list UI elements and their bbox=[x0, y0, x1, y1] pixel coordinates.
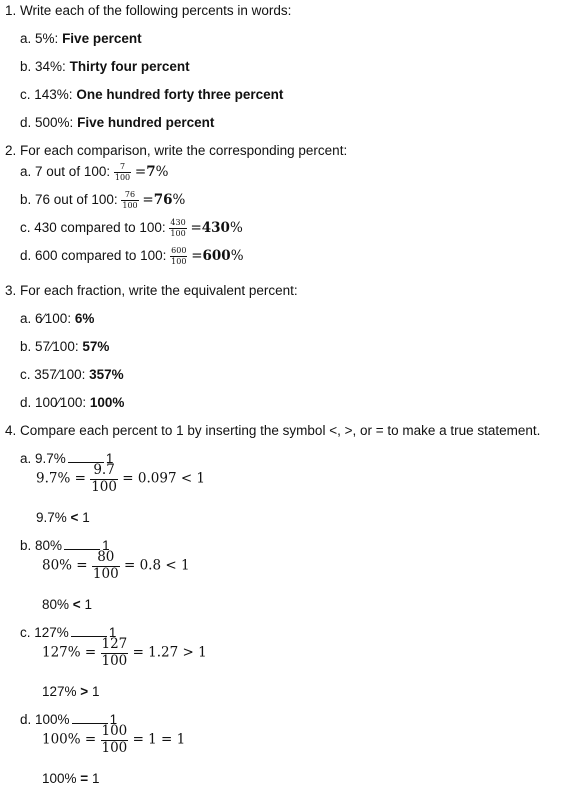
question-number: 3. bbox=[5, 283, 17, 298]
result: 7 bbox=[146, 164, 156, 181]
fraction: $\frac{600}{100}$ bbox=[171, 246, 187, 266]
q2-item-d: d. 600 compared to 100: $\frac{600}{100}$ =600% bbox=[20, 246, 244, 266]
item-label: c. bbox=[20, 220, 31, 236]
q4-item-d-equation: 100% = $\frac{100}{100}$ = 1 = 1 bbox=[42, 723, 186, 756]
q1-item-c bbox=[20, 87, 283, 102]
item-label: c. bbox=[20, 625, 31, 640]
q2-item-b: b. 76 out of 100: $\frac{76}{100}$ =76% bbox=[20, 190, 186, 210]
q1-item-a bbox=[20, 31, 142, 46]
question-3 bbox=[5, 283, 298, 298]
item-value: 357⁄100: bbox=[34, 367, 86, 382]
q1-item-d bbox=[20, 115, 214, 130]
item-text: 430 compared to 100: bbox=[34, 220, 166, 236]
item-label: a. bbox=[20, 451, 32, 466]
item-label: a. bbox=[20, 311, 32, 326]
item-value: 57⁄100: bbox=[35, 339, 79, 354]
result: 430 bbox=[201, 220, 230, 237]
item-label: b. bbox=[20, 192, 32, 208]
answer-blank bbox=[64, 538, 100, 550]
q4-item-b-prompt: b. 80% 1 bbox=[20, 538, 110, 553]
item-label: d. bbox=[20, 395, 32, 410]
q3-item-c bbox=[20, 367, 124, 382]
q3-item-a bbox=[20, 311, 94, 326]
item-value: 143%: bbox=[34, 87, 73, 102]
item-text: 76 out of 100: bbox=[35, 192, 118, 208]
item-value: 500%: bbox=[35, 115, 74, 130]
q2-item-a: a. 7 out of 100: $\frac{7}{100}$ =7% bbox=[20, 162, 169, 182]
q2-item-c: c. 430 compared to 100: $\frac{430}{100}$ =430% bbox=[20, 218, 243, 238]
item-answer: 357% bbox=[89, 367, 124, 382]
item-value: 6⁄100: bbox=[35, 311, 72, 326]
item-answer: 100% bbox=[89, 395, 125, 410]
item-label: a. bbox=[20, 31, 32, 46]
item-text: 600 compared to 100: bbox=[35, 248, 167, 264]
item-label: b. bbox=[20, 538, 32, 553]
q4-item-a-prompt: a. 9.7% 1 bbox=[20, 451, 114, 466]
question-text: Compare each percent to 1 by inserting the symbol <, >, or = to make a true statement. bbox=[20, 423, 541, 438]
item-answer: Thirty four percent bbox=[69, 59, 190, 74]
fraction: $\frac{430}{100}$ bbox=[170, 218, 186, 238]
fraction: $\frac{9.7}{100}$ bbox=[91, 462, 117, 495]
fraction: $\frac{127}{100}$ bbox=[101, 636, 128, 669]
item-value: 34%: bbox=[35, 59, 66, 74]
item-label: c. bbox=[20, 367, 31, 382]
item-label: b. bbox=[20, 339, 32, 354]
q4-item-b-equation: 80% = $\frac{80}{100}$ = 0.8 < 1 bbox=[42, 549, 190, 582]
fraction: $\frac{80}{100}$ bbox=[92, 549, 119, 582]
q1-item-b bbox=[20, 59, 190, 74]
question-number: 1. bbox=[5, 3, 17, 18]
item-label: d. bbox=[20, 115, 32, 130]
item-text: 7 out of 100: bbox=[35, 164, 111, 180]
result: 76 bbox=[153, 192, 173, 209]
question-text: For each comparison, write the corresponding percent: bbox=[20, 143, 348, 158]
item-label: b. bbox=[20, 59, 32, 74]
item-answer: Five hundred percent bbox=[77, 115, 215, 130]
item-answer: 57% bbox=[82, 339, 110, 354]
q4-item-a-answer: 9.7% < 1 bbox=[36, 510, 90, 525]
fraction: $\frac{76}{100}$ bbox=[122, 190, 138, 210]
item-percent: 100% bbox=[35, 712, 70, 727]
item-answer: 6% bbox=[74, 311, 95, 326]
item-label: a. bbox=[20, 164, 32, 180]
item-answer: One hundred forty three percent bbox=[76, 87, 284, 102]
fraction: $\frac{7}{100}$ bbox=[114, 162, 131, 182]
item-answer: Five percent bbox=[62, 31, 142, 46]
question-text: Write each of the following percents in words: bbox=[20, 3, 292, 18]
q3-item-b bbox=[20, 339, 109, 354]
q4-item-c-answer: 127% > 1 bbox=[42, 684, 100, 699]
q4-item-c-equation: 127% = $\frac{127}{100}$ = 1.27 > 1 bbox=[42, 636, 207, 669]
result: 600 bbox=[202, 248, 231, 265]
item-label: c. bbox=[20, 87, 31, 102]
q4-item-d-answer: 100% = 1 bbox=[42, 771, 100, 786]
q4-item-a-equation: 9.7% = $\frac{9.7}{100}$ = 0.097 < 1 bbox=[36, 462, 206, 495]
question-4 bbox=[5, 423, 540, 438]
item-value: 100⁄100: bbox=[35, 395, 87, 410]
item-label: d. bbox=[20, 248, 32, 264]
item-percent: 9.7% bbox=[35, 451, 66, 466]
item-value: 5%: bbox=[35, 31, 59, 46]
item-percent: 127% bbox=[34, 625, 69, 640]
q4-item-c-prompt: c. 127% 1 bbox=[20, 625, 117, 640]
question-1 bbox=[5, 3, 291, 18]
item-percent: 80% bbox=[35, 538, 63, 553]
question-number: 4. bbox=[5, 423, 17, 438]
q3-item-d bbox=[20, 395, 124, 410]
q4-item-d-prompt: d. 100% 1 bbox=[20, 712, 118, 727]
fraction: $\frac{100}{100}$ bbox=[101, 723, 128, 756]
q4-item-b-answer: 80% < 1 bbox=[42, 597, 92, 612]
question-number: 2. bbox=[5, 143, 17, 158]
question-text: For each fraction, write the equivalent percent: bbox=[20, 283, 298, 298]
question-2 bbox=[5, 143, 347, 158]
item-label: d. bbox=[20, 712, 32, 727]
